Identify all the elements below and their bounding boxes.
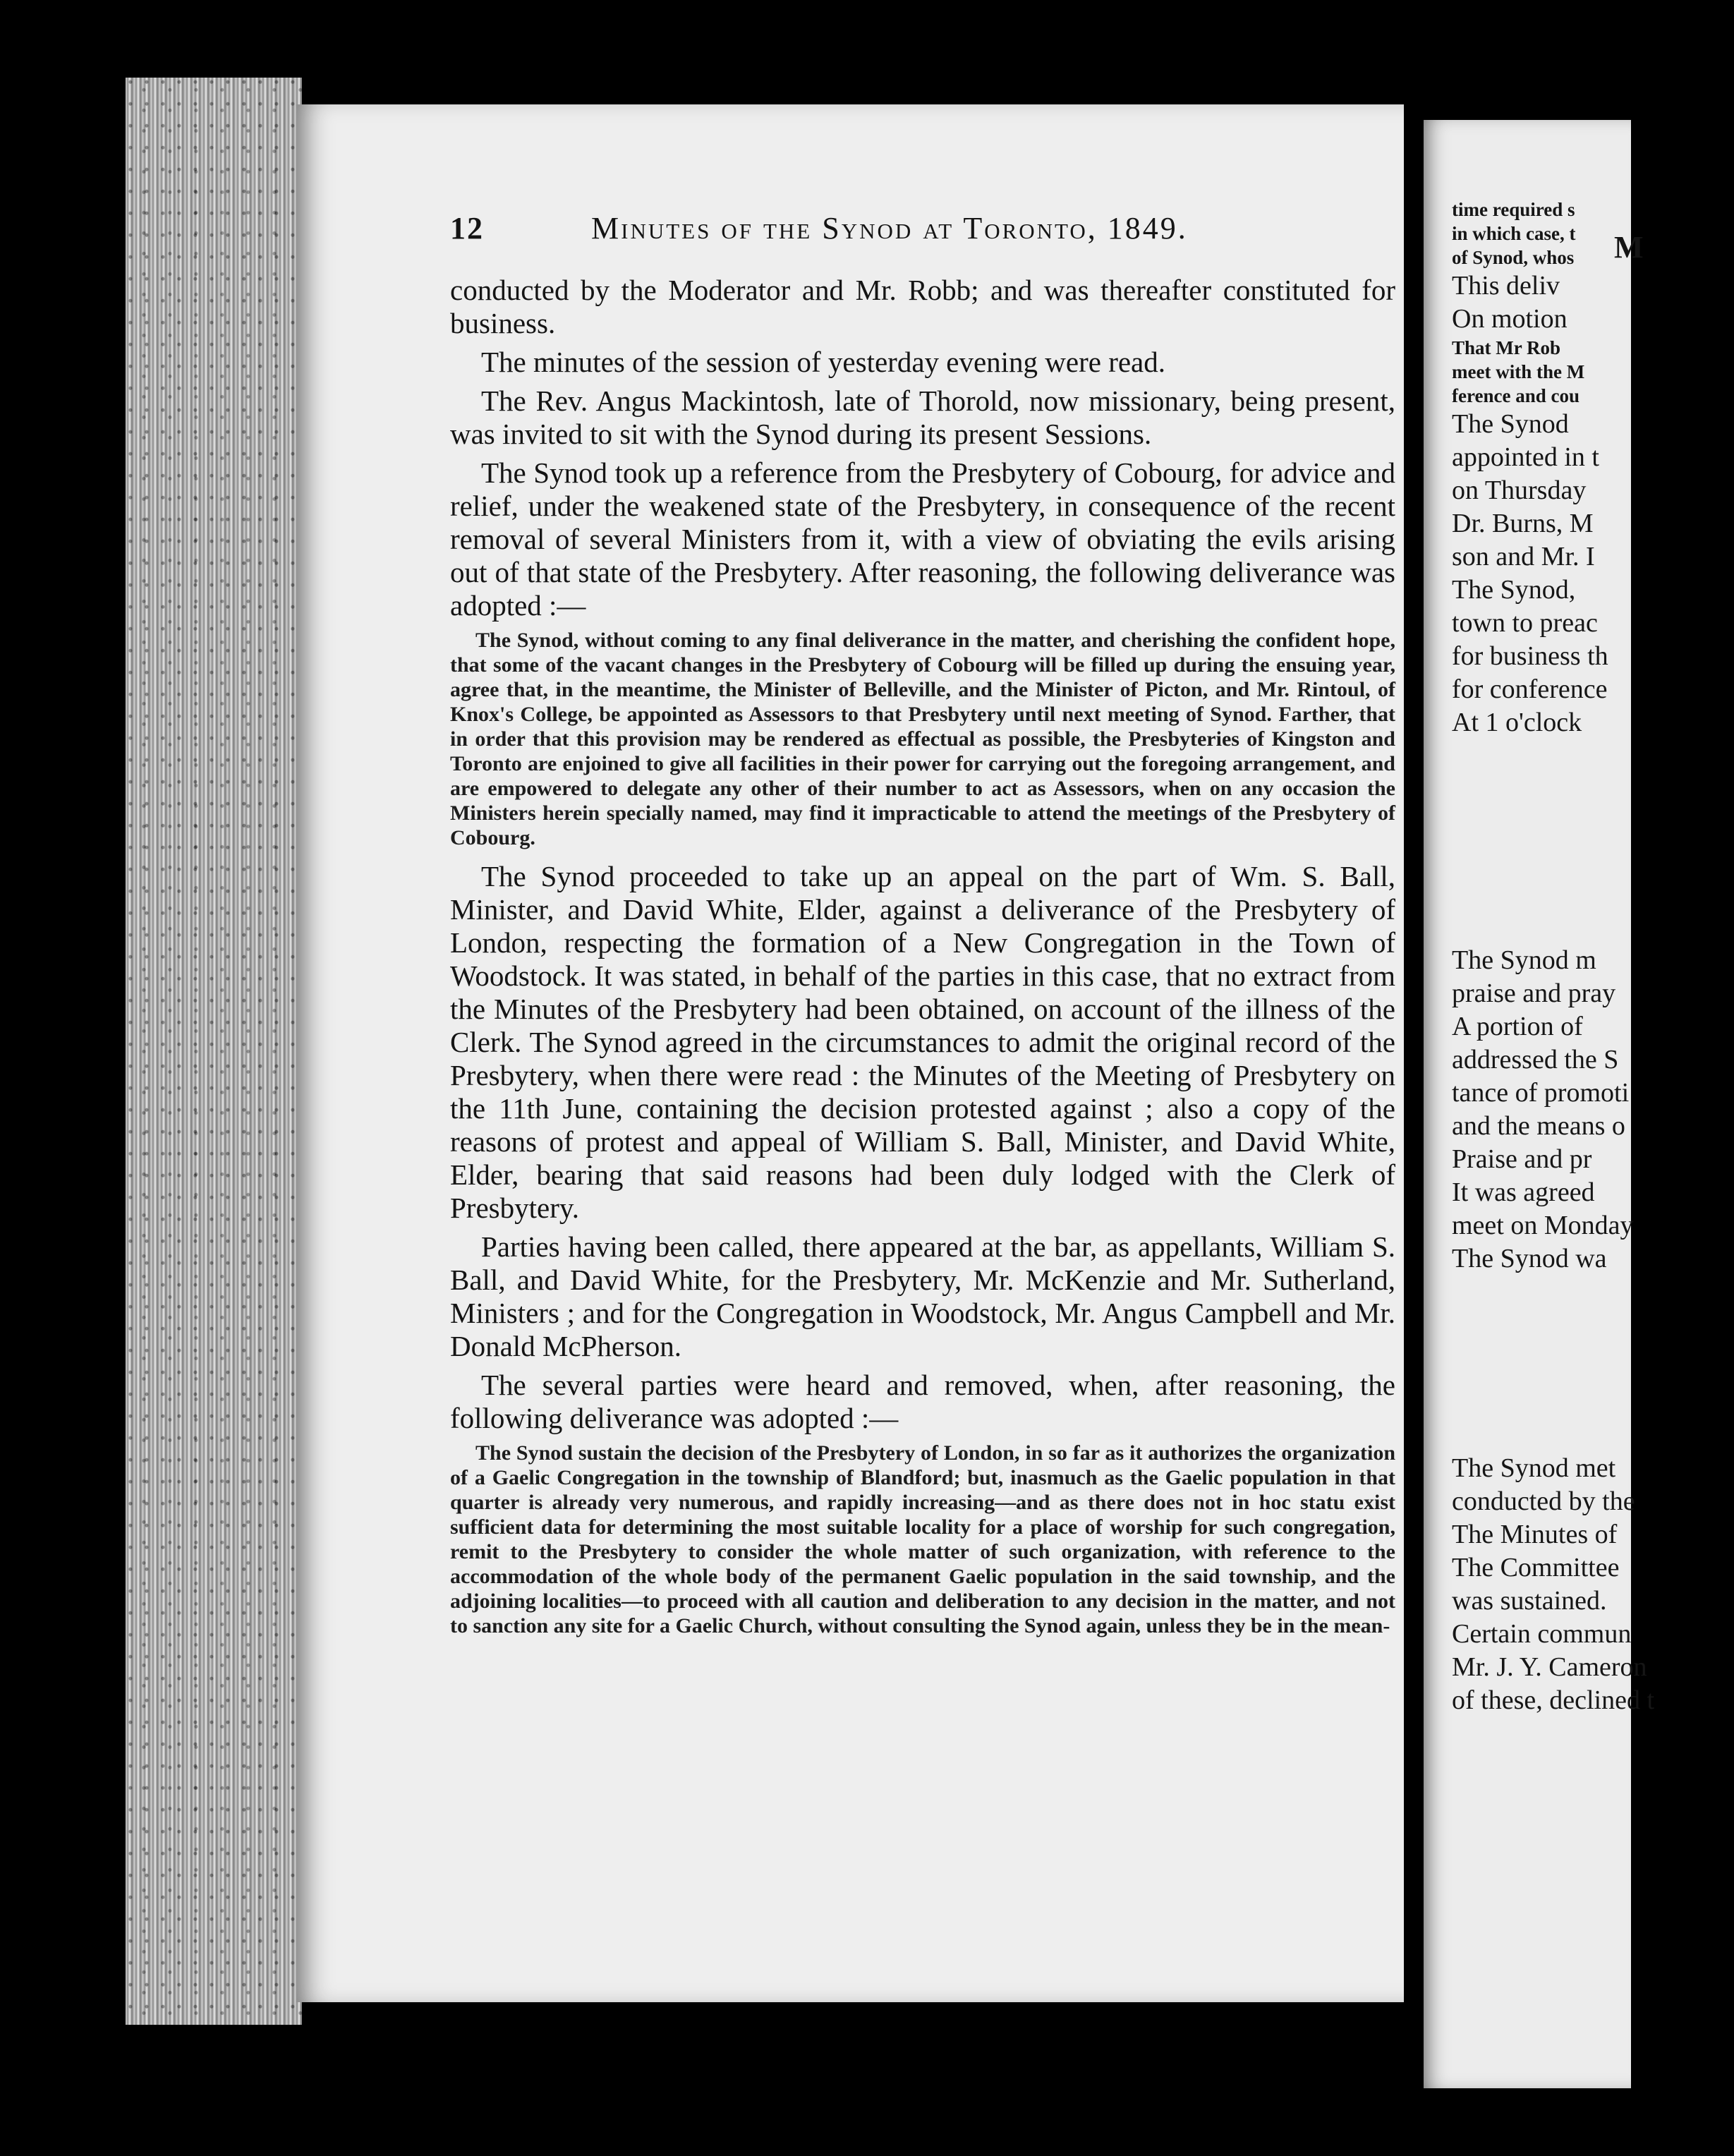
right-page-line: On motion (1452, 304, 1568, 334)
paragraph: conducted by the Moderator and Mr. Robb; and was thereafter constituted for business. (450, 274, 1395, 339)
right-page-line: The Synod wa (1452, 1244, 1607, 1273)
paragraph: The Synod took up a reference from the Presbytery of Cobourg, for advice and relief, under the weakened state of the Presbytery, in consequence of the recent removal of several Ministers from it, with a view of obviating the evils arising out of that state of the Presbytery. After reasoning, the following deliverance was adopted :— (450, 456, 1395, 622)
right-page-line: time required s (1452, 199, 1575, 220)
right-page-header: M (1614, 230, 1644, 265)
left-page (296, 104, 1404, 2002)
right-page-line: addressed the S (1452, 1045, 1619, 1074)
deliverance-quote: The Synod, without coming to any final deliverance in the matter, and cherishing the confident hope, that some of the vacant changes in the Presbytery of Cobourg will be filled up during the ensuing year, agree that, in the meantime, the Minister of Belleville, and the Minister of Picton, and Mr. Rintoul, of Knox's College, be appointed as Assessors to that Presbytery until next meeting of Synod. Farther, that in order that this provision may be rendered as effectual as possible, the Presbyteries of Kingston and Toronto are enjoined to give all facilities in their power for carrying out the foregoing arrangement, and are empowered to delegate any other of their number to act as Assessors, when on any occasion the Ministers herein specially named, may find it impracticable to attend the meetings of the Presbytery of Cobourg. (450, 629, 1395, 849)
right-page-line: appointed in t (1452, 442, 1599, 472)
right-page-fragment (1424, 120, 1655, 2088)
right-page-line: This deliv (1452, 271, 1560, 301)
right-page-line: on Thursday (1452, 476, 1587, 505)
right-page-line: for conference (1452, 674, 1608, 704)
running-title: Minutes of the Synod at Toronto, 1849. (591, 211, 1188, 246)
page-body (450, 274, 1395, 1648)
right-page-line: A portion of (1452, 1012, 1583, 1041)
right-page-line: and the means o (1452, 1111, 1625, 1141)
paragraph: The Synod proceeded to take up an appeal on the part of Wm. S. Ball, Minister, and David White, Elder, against a deliverance of the Presbytery of London, respecting the formation of a New Congregation in the Town of Woodstock. It was stated, in behalf of the parties in this case, that no extract from the Minutes of the Presbytery had been obtained, on account of the illness of the Clerk. The Synod agreed in the circumstances to admit the original record of the Presbytery, when there were read : the Minutes of the Meeting of Presbytery on the 11th June, containing the decision protested against ; also a copy of the reasons of protest and appeal of William S. Ball, Minister, and David White, Elder, bearing that said reasons had been duly lodged with the Clerk of Presbytery. (450, 860, 1395, 1224)
right-page-line: of Synod, whos (1452, 247, 1575, 268)
right-page-line: son and Mr. I (1452, 542, 1595, 571)
right-page-line: Mr. J. Y. Cameron (1452, 1652, 1647, 1682)
page-number: 12 (450, 211, 484, 246)
book-page-edges (126, 78, 302, 2025)
right-page-line: The Minutes of (1452, 1520, 1618, 1549)
right-page-line: of these, declined t (1452, 1685, 1655, 1715)
right-page-line: Certain commun (1452, 1619, 1632, 1649)
right-page-line: The Synod met (1452, 1453, 1616, 1483)
right-page-line: praise and pray (1452, 979, 1616, 1008)
paragraph: The several parties were heard and removed, when, after reasoning, the following deliverance was adopted :— (450, 1369, 1395, 1434)
paragraph: The minutes of the session of yesterday evening were read. (481, 346, 1166, 378)
running-header (450, 210, 1395, 260)
right-page-lines (1452, 198, 1734, 1717)
right-page-line: Praise and pr (1452, 1144, 1592, 1174)
right-page-line: The Committee (1452, 1553, 1620, 1582)
right-page-line: for business th (1452, 641, 1608, 671)
right-page-line: tance of promoti (1452, 1078, 1630, 1108)
right-page-line (1452, 1276, 1734, 1452)
right-page-line: meet on Monday (1452, 1211, 1634, 1240)
right-page-line: The Synod, (1452, 575, 1576, 605)
right-page-line: town to preac (1452, 608, 1598, 638)
deliverance-quote: The Synod sustain the decision of the Presbytery of London, in so far as it authorizes the organization of a Gaelic Congregation in the township of Blandford; but, inasmuch as the Gaelic population in that quarter is already very numerous, and rapidly increasing—and as there does not in hoc statu exist sufficient data for determining the most suitable locality for a place of worship for such congregation, remit to the Presbytery to consider the whole matter of such organization, with reference to the accommodation of the whole body of the permanent Gaelic population in the said township, and the adjoining localities—to proceed with all caution and deliberation to any decision in the matter, and not to sanction any site for a Gaelic Church, without consulting the Synod again, unless they be in the mean- (450, 1441, 1395, 1637)
right-page-line: That Mr Rob (1452, 337, 1561, 358)
right-page-line: It was agreed (1452, 1177, 1595, 1207)
right-page-line: The Synod (1452, 409, 1569, 439)
paragraph: The Rev. Angus Mackintosh, late of Thorold, now missionary, being present, was invited to sit with the Synod during its present Sessions. (450, 384, 1395, 450)
right-page-line: conducted by the (1452, 1486, 1635, 1516)
right-page-line: was sustained. (1452, 1586, 1607, 1616)
right-page-line: The Synod m (1452, 945, 1596, 975)
right-page-line: meet with the M (1452, 361, 1585, 382)
right-page-line (1452, 739, 1734, 944)
paragraph: Parties having been called, there appeared at the bar, as appellants, William S. Ball, and David White, for the Presbytery, Mr. McKenzie and Mr. Sutherland, Ministers ; and for the Congregation in Woodstock, Mr. Angus Campbell and Mr. Donald McPherson. (450, 1230, 1395, 1362)
right-page-line: in which case, t (1452, 223, 1576, 244)
right-page-line: Dr. Burns, M (1452, 509, 1594, 538)
right-page-line: ference and cou (1452, 385, 1580, 406)
right-page-line: At 1 o'clock (1452, 708, 1582, 737)
